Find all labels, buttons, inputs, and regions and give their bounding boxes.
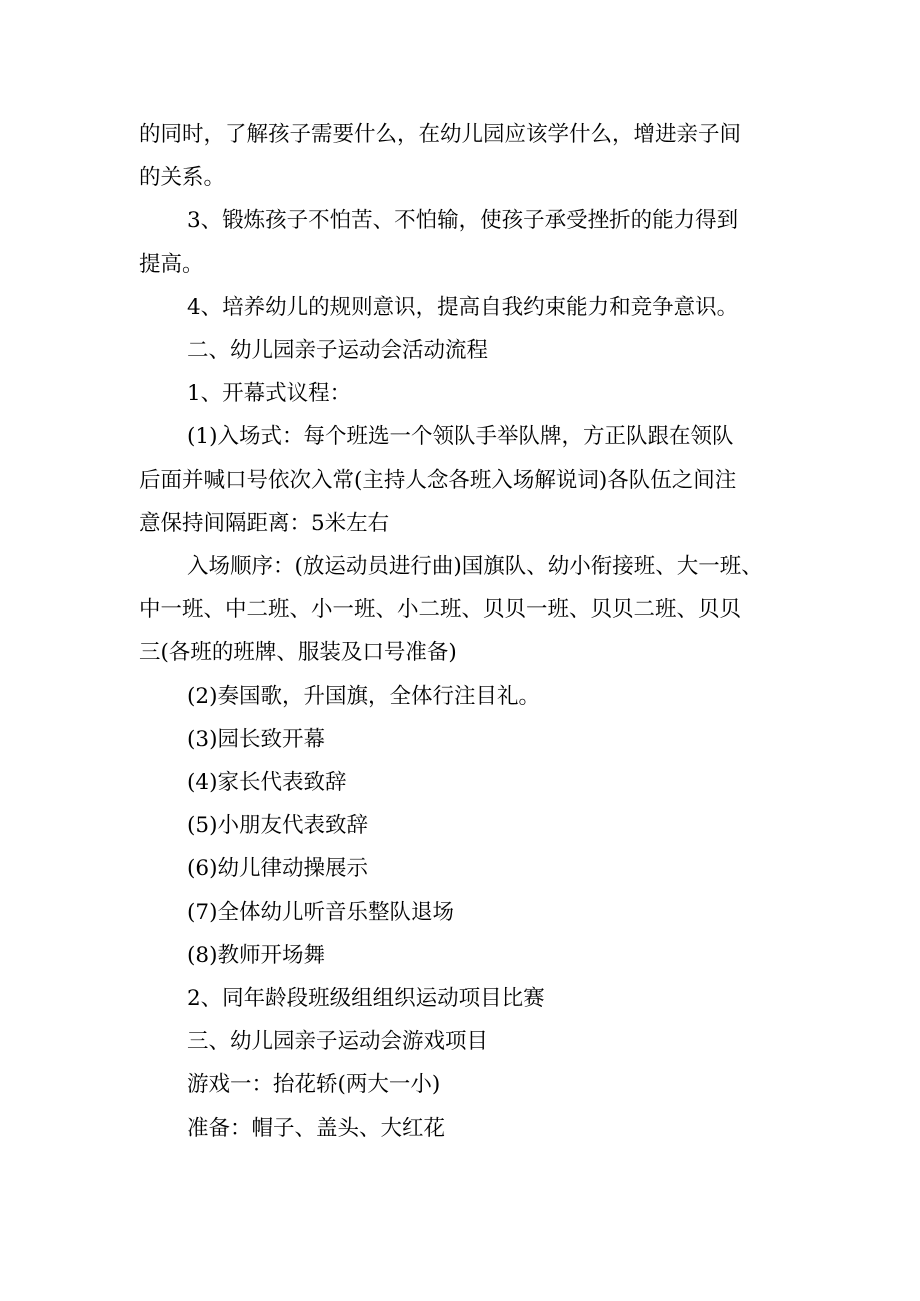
list-item: (1)入场式：每个班选一个领队手举队牌，方正队跟在领队: [187, 424, 734, 450]
text-line: 提高。: [139, 251, 204, 277]
list-item: (5)小朋友代表致辞: [187, 813, 368, 839]
text-line: 中一班、中二班、小一班、小二班、贝贝一班、贝贝二班、贝贝: [139, 597, 742, 623]
section-heading: 三、幼儿园亲子运动会游戏项目: [187, 1029, 489, 1055]
text-line: 意保持间隔距离：5米左右: [139, 510, 390, 536]
text-line: 的同时，了解孩子需要什么，在幼儿园应该学什么，增进亲子间: [139, 122, 742, 147]
list-item: (3)园长致开幕: [187, 726, 325, 752]
text-line: 的关系。: [139, 165, 226, 191]
paragraph-line: 准备：帽子、盖头、大红花: [187, 1115, 446, 1141]
list-item: (7)全体幼儿听音乐整队退场: [187, 899, 454, 925]
text-line: 三(各班的班牌、服装及口号准备): [139, 640, 457, 666]
subsection-heading: 2、同年龄段班级组组织运动项目比赛: [187, 986, 545, 1012]
subsection-heading: 1、开幕式议程：: [187, 381, 352, 407]
document-body: [139, 113, 787, 1150]
section-heading: 二、幼儿园亲子运动会活动流程: [187, 338, 489, 364]
list-item: (6)幼儿律动操展示: [187, 856, 368, 882]
list-item: (2)奏国歌，升国旗，全体行注目礼。: [187, 683, 540, 709]
list-item: (4)家长代表致辞: [187, 770, 347, 796]
text-line: 后面并喊口号依次入常(主持人念各班入场解说词)各队伍之间注: [139, 467, 737, 493]
list-item: (8)教师开场舞: [187, 942, 325, 968]
list-item: 4、培养幼儿的规则意识，提高自我约束能力和竞争意识。: [187, 294, 739, 320]
paragraph-line: 游戏一：抬花轿(两大一小): [187, 1072, 441, 1098]
list-item: 3、锻炼孩子不怕苦、不怕输，使孩子承受挫折的能力得到: [187, 208, 739, 234]
paragraph-line: 入场顺序：(放运动员进行曲)国旗队、幼小衔接班、大一班、: [187, 554, 763, 580]
